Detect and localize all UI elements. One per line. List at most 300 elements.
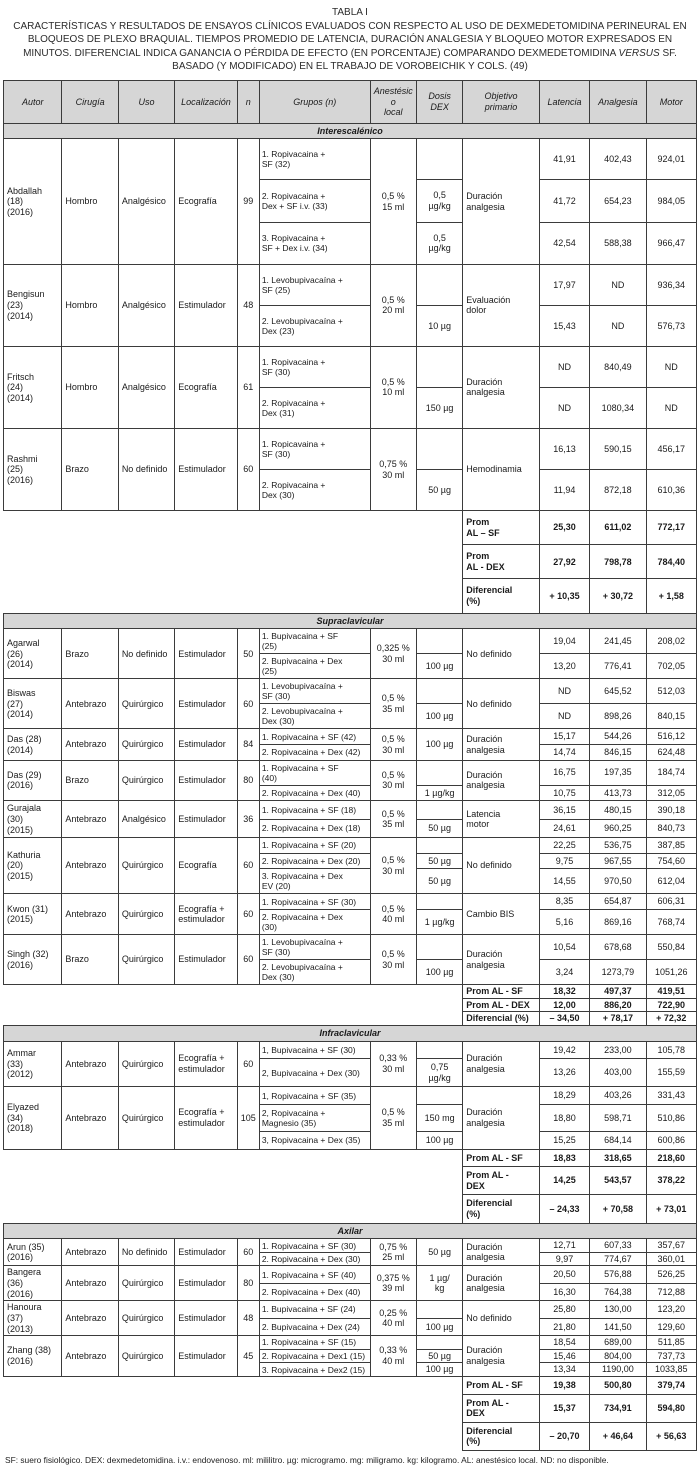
cell-autor: Agarwal (26) (2014) bbox=[4, 629, 62, 679]
summary-analgesia: + 30,72 bbox=[590, 579, 646, 613]
cell-localizacion: Estimulador bbox=[175, 679, 237, 729]
column-header-latencia: Latencia bbox=[539, 80, 589, 123]
cell-objetivo: No definido bbox=[463, 1301, 540, 1336]
cell-objetivo: Hemodinamia bbox=[463, 428, 540, 510]
study-row bbox=[4, 729, 697, 745]
cell-anestesico: 0,5 % 40 ml bbox=[370, 894, 416, 935]
cell-n: 60 bbox=[237, 679, 259, 729]
cell-grupo: 3, Ropivacaina + Dex (35) bbox=[259, 1131, 370, 1149]
cell-localizacion: Estimulador bbox=[175, 1239, 237, 1266]
cell-cirugia: Antebrazo bbox=[62, 1041, 118, 1087]
cell-dosis bbox=[416, 801, 462, 819]
cell-dosis bbox=[416, 935, 462, 960]
cell-analgesia: 654,87 bbox=[590, 894, 646, 910]
cell-anestesico: 0,375 % 39 ml bbox=[370, 1266, 416, 1301]
cell-dosis: 50 µg bbox=[416, 470, 462, 511]
column-header-autor: Autor bbox=[4, 80, 62, 123]
cell-autor: Biswas (27) (2014) bbox=[4, 679, 62, 729]
cell-analgesia: 872,18 bbox=[590, 470, 646, 511]
cell-grupo: 1. Levobupivacaína + SF (30) bbox=[259, 679, 370, 704]
cell-localizacion: Ecografía bbox=[175, 838, 237, 894]
cell-autor: Singh (32) (2016) bbox=[4, 935, 62, 985]
summary-analgesia: 798,78 bbox=[590, 545, 646, 579]
summary-motor: 772,17 bbox=[646, 511, 696, 545]
summary-spacer bbox=[4, 985, 463, 999]
cell-n: 60 bbox=[237, 935, 259, 985]
cell-latencia: 15,46 bbox=[539, 1349, 589, 1363]
summary-label: Prom AL - SF bbox=[463, 1376, 540, 1394]
cell-dosis: 100 µg bbox=[416, 1131, 462, 1149]
cell-uso: Quirúrgico bbox=[118, 838, 174, 894]
cell-grupo: 1. Ropivacaina + SF (42) bbox=[259, 729, 370, 745]
cell-analgesia: 544,26 bbox=[590, 729, 646, 745]
cell-grupo: 2. Bupivacaina + Dex (25) bbox=[259, 654, 370, 679]
cell-grupo: 1. Ropivacaina + SF (20) bbox=[259, 838, 370, 854]
study-row bbox=[4, 838, 697, 854]
cell-analgesia: 869,16 bbox=[590, 909, 646, 934]
cell-motor: 840,73 bbox=[646, 819, 696, 837]
cell-latencia: 18,54 bbox=[539, 1336, 589, 1350]
cell-motor: 754,60 bbox=[646, 853, 696, 869]
cell-latencia: 3,24 bbox=[539, 960, 589, 985]
summary-latencia: – 24,33 bbox=[539, 1195, 589, 1223]
cell-motor: 510,86 bbox=[646, 1104, 696, 1131]
cell-autor: Bangera (36) (2016) bbox=[4, 1266, 62, 1301]
cell-dosis: 0,75 µg/kg bbox=[416, 1059, 462, 1087]
cell-motor: 360,01 bbox=[646, 1252, 696, 1266]
cell-dosis: 100 µg bbox=[416, 729, 462, 760]
cell-dosis bbox=[416, 629, 462, 654]
cell-grupo: 2. Levobupivacaína + Dex (30) bbox=[259, 960, 370, 985]
study-row bbox=[4, 1336, 697, 1350]
cell-motor: 550,84 bbox=[646, 935, 696, 960]
cell-grupo: 1. Levobupivacaína + SF (25) bbox=[259, 264, 370, 305]
cell-grupo: 3. Ropivacaina + Dex EV (20) bbox=[259, 869, 370, 894]
cell-analgesia: 967,55 bbox=[590, 853, 646, 869]
summary-analgesia: 886,20 bbox=[590, 998, 646, 1012]
cell-latencia: 21,80 bbox=[539, 1318, 589, 1335]
cell-latencia: ND bbox=[539, 704, 589, 729]
section-row bbox=[4, 1025, 697, 1041]
cell-motor: 129,60 bbox=[646, 1318, 696, 1335]
cell-analgesia: 403,26 bbox=[590, 1087, 646, 1105]
section-title: Interescalénico bbox=[4, 123, 697, 139]
cell-motor: 984,05 bbox=[646, 180, 696, 222]
summary-analgesia: 734,91 bbox=[590, 1394, 646, 1422]
cell-anestesico: 0,75 % 25 ml bbox=[370, 1239, 416, 1266]
cell-uso: Analgésico bbox=[118, 264, 174, 346]
cell-localizacion: Ecografía bbox=[175, 139, 237, 264]
cell-n: 60 bbox=[237, 428, 259, 510]
cell-dosis bbox=[416, 1336, 462, 1350]
cell-anestesico: 0,325 % 30 ml bbox=[370, 629, 416, 679]
cell-uso: Analgésico bbox=[118, 346, 174, 428]
cell-grupo: 3. Ropivacaina + Dex2 (15) bbox=[259, 1363, 370, 1377]
summary-spacer bbox=[4, 1422, 463, 1450]
cell-n: 80 bbox=[237, 760, 259, 801]
cell-localizacion: Estimulador bbox=[175, 760, 237, 801]
cell-localizacion: Estimulador bbox=[175, 1301, 237, 1336]
summary-spacer bbox=[4, 1167, 463, 1195]
cell-latencia: 14,74 bbox=[539, 745, 589, 761]
summary-spacer bbox=[4, 998, 463, 1012]
cell-autor: Zhang (38) (2016) bbox=[4, 1336, 62, 1377]
cell-grupo: 1, Bupivacaina + SF (30) bbox=[259, 1041, 370, 1059]
cell-n: 48 bbox=[237, 264, 259, 346]
cell-dosis: 50 µg bbox=[416, 819, 462, 837]
cell-motor: 576,73 bbox=[646, 305, 696, 346]
cell-analgesia: 413,73 bbox=[590, 785, 646, 801]
cell-dosis bbox=[416, 760, 462, 785]
cell-localizacion: Estimulador bbox=[175, 1336, 237, 1377]
cell-latencia: 22,25 bbox=[539, 838, 589, 854]
cell-motor: 840,15 bbox=[646, 704, 696, 729]
cell-motor: 357,67 bbox=[646, 1239, 696, 1253]
cell-n: 99 bbox=[237, 139, 259, 264]
cell-motor: 712,88 bbox=[646, 1283, 696, 1300]
study-row bbox=[4, 629, 697, 654]
cell-n: 105 bbox=[237, 1087, 259, 1149]
cell-motor: 966,47 bbox=[646, 222, 696, 264]
cell-grupo: 2. Ropivacaina + Dex (30) bbox=[259, 470, 370, 511]
cell-cirugia: Antebrazo bbox=[62, 1087, 118, 1149]
summary-spacer bbox=[4, 545, 463, 579]
cell-localizacion: Estimulador bbox=[175, 935, 237, 985]
cell-latencia: 12,71 bbox=[539, 1239, 589, 1253]
cell-uso: Quirúrgico bbox=[118, 1087, 174, 1149]
cell-cirugia: Antebrazo bbox=[62, 801, 118, 838]
summary-analgesia: + 78,17 bbox=[590, 1012, 646, 1026]
summary-spacer bbox=[4, 1394, 463, 1422]
column-header-objetivo: Objetivo primario bbox=[463, 80, 540, 123]
cell-localizacion: Ecografía bbox=[175, 346, 237, 428]
column-header-dosis: Dosis DEX bbox=[416, 80, 462, 123]
cell-autor: Arun (35) (2016) bbox=[4, 1239, 62, 1266]
cell-uso: Quirúrgico bbox=[118, 894, 174, 935]
cell-grupo: 2. Ropivacaina + Dex (42) bbox=[259, 745, 370, 761]
cell-motor: 516,12 bbox=[646, 729, 696, 745]
cell-latencia: 20,50 bbox=[539, 1266, 589, 1283]
summary-analgesia: 611,02 bbox=[590, 511, 646, 545]
cell-grupo: 1. Bupivacaina + SF (24) bbox=[259, 1301, 370, 1318]
study-row bbox=[4, 139, 697, 180]
cell-cirugia: Brazo bbox=[62, 760, 118, 801]
summary-motor: 594,80 bbox=[646, 1394, 696, 1422]
cell-autor: Fritsch (24) (2014) bbox=[4, 346, 62, 428]
summary-row bbox=[4, 511, 697, 545]
summary-row bbox=[4, 1394, 697, 1422]
cell-motor: 331,43 bbox=[646, 1087, 696, 1105]
cell-motor: 123,20 bbox=[646, 1301, 696, 1318]
cell-cirugia: Antebrazo bbox=[62, 729, 118, 760]
summary-label: Prom AL - DEX bbox=[463, 1167, 540, 1195]
summary-label: Prom AL - SF bbox=[463, 1149, 540, 1167]
cell-dosis: 0,5 µg/kg bbox=[416, 180, 462, 222]
cell-motor: 526,25 bbox=[646, 1266, 696, 1283]
column-header-n: n bbox=[237, 80, 259, 123]
cell-localizacion: Estimulador bbox=[175, 428, 237, 510]
cell-latencia: 16,13 bbox=[539, 428, 589, 469]
summary-row bbox=[4, 1422, 697, 1450]
cell-latencia: 15,17 bbox=[539, 729, 589, 745]
cell-objetivo: Duración analgesia bbox=[463, 1239, 540, 1266]
cell-grupo: 2, Bupivacaina + Dex (30) bbox=[259, 1059, 370, 1087]
cell-grupo: 2, Ropivacaina + Magnesio (35) bbox=[259, 1104, 370, 1131]
cell-latencia: 18,29 bbox=[539, 1087, 589, 1105]
cell-analgesia: 588,38 bbox=[590, 222, 646, 264]
cell-latencia: 13,34 bbox=[539, 1363, 589, 1377]
cell-analgesia: 804,00 bbox=[590, 1349, 646, 1363]
study-row bbox=[4, 346, 697, 387]
cell-objetivo: Duración analgesia bbox=[463, 346, 540, 428]
study-row bbox=[4, 1266, 697, 1283]
study-row bbox=[4, 1239, 697, 1253]
cell-analgesia: 898,26 bbox=[590, 704, 646, 729]
cell-analgesia: 536,75 bbox=[590, 838, 646, 854]
cell-uso: Quirúrgico bbox=[118, 935, 174, 985]
cell-grupo: 2. Ropivacaina + Dex (40) bbox=[259, 785, 370, 801]
cell-autor: Ammar (33) (2012) bbox=[4, 1041, 62, 1087]
cell-analgesia: 970,50 bbox=[590, 869, 646, 894]
cell-n: 60 bbox=[237, 1239, 259, 1266]
cell-cirugia: Antebrazo bbox=[62, 1239, 118, 1266]
column-header-grupos: Grupos (n) bbox=[259, 80, 370, 123]
cell-analgesia: 960,25 bbox=[590, 819, 646, 837]
summary-spacer bbox=[4, 1149, 463, 1167]
cell-analgesia: 130,00 bbox=[590, 1301, 646, 1318]
cell-latencia: 36,15 bbox=[539, 801, 589, 819]
cell-objetivo: No definido bbox=[463, 838, 540, 894]
summary-row bbox=[4, 1012, 697, 1026]
cell-anestesico: 0,25 % 40 ml bbox=[370, 1301, 416, 1336]
cell-dosis: 100 µg bbox=[416, 654, 462, 679]
cell-latencia: 19,42 bbox=[539, 1041, 589, 1059]
cell-anestesico: 0,5 % 35 ml bbox=[370, 801, 416, 838]
cell-cirugia: Antebrazo bbox=[62, 1266, 118, 1301]
cell-autor: Das (28) (2014) bbox=[4, 729, 62, 760]
cell-latencia: ND bbox=[539, 679, 589, 704]
cell-motor: 208,02 bbox=[646, 629, 696, 654]
cell-dosis: 50 µg bbox=[416, 853, 462, 869]
cell-n: 45 bbox=[237, 1336, 259, 1377]
cell-grupo: 2. Ropivacaina + Dex1 (15) bbox=[259, 1349, 370, 1363]
summary-latencia: 25,30 bbox=[539, 511, 589, 545]
cell-analgesia: ND bbox=[590, 264, 646, 305]
table-number: TABLA I bbox=[332, 7, 368, 18]
cell-analgesia: 576,88 bbox=[590, 1266, 646, 1283]
cell-uso: No definido bbox=[118, 428, 174, 510]
cell-anestesico: 0,5 % 15 ml bbox=[370, 139, 416, 264]
cell-motor: 512,03 bbox=[646, 679, 696, 704]
caption-text-post: SF. BASADO (Y MODIFICADO) EN EL TRABAJO DE VOROBEICHIK Y COLS. (49) bbox=[172, 47, 677, 72]
cell-dosis: 50 µg bbox=[416, 1349, 462, 1363]
column-header-cirugia: Cirugía bbox=[62, 80, 118, 123]
cell-dosis: 150 mg bbox=[416, 1104, 462, 1131]
cell-anestesico: 0,75 % 30 ml bbox=[370, 428, 416, 510]
cell-dosis: 100 µg bbox=[416, 960, 462, 985]
cell-cirugia: Antebrazo bbox=[62, 838, 118, 894]
summary-analgesia: 497,37 bbox=[590, 985, 646, 999]
cell-analgesia: 774,67 bbox=[590, 1252, 646, 1266]
cell-analgesia: 607,33 bbox=[590, 1239, 646, 1253]
cell-motor: 936,34 bbox=[646, 264, 696, 305]
cell-objetivo: Duración analgesia bbox=[463, 1266, 540, 1301]
cell-autor: Kathuria (20) (2015) bbox=[4, 838, 62, 894]
cell-analgesia: 402,43 bbox=[590, 139, 646, 180]
study-row bbox=[4, 679, 697, 704]
cell-uso: Quirúrgico bbox=[118, 1301, 174, 1336]
cell-localizacion: Estimulador bbox=[175, 264, 237, 346]
cell-n: 60 bbox=[237, 838, 259, 894]
cell-motor: 610,36 bbox=[646, 470, 696, 511]
cell-cirugia: Antebrazo bbox=[62, 894, 118, 935]
cell-latencia: 15,43 bbox=[539, 305, 589, 346]
cell-cirugia: Antebrazo bbox=[62, 1336, 118, 1377]
summary-row bbox=[4, 579, 697, 613]
cell-grupo: 1. Ropivacaina + SF (30) bbox=[259, 894, 370, 910]
cell-objetivo: Duración analgesia bbox=[463, 729, 540, 760]
summary-label: Diferencial (%) bbox=[463, 1422, 540, 1450]
cell-latencia: 19,04 bbox=[539, 629, 589, 654]
summary-latencia: – 20,70 bbox=[539, 1422, 589, 1450]
cell-anestesico: 0,33 % 30 ml bbox=[370, 1041, 416, 1087]
study-row bbox=[4, 935, 697, 960]
cell-cirugia: Brazo bbox=[62, 629, 118, 679]
cell-motor: 390,18 bbox=[646, 801, 696, 819]
study-row bbox=[4, 1041, 697, 1059]
summary-motor: 379,74 bbox=[646, 1376, 696, 1394]
cell-dosis: 0,5 µg/kg bbox=[416, 222, 462, 264]
cell-grupo: 3. Ropivacaina + SF + Dex i.v. (34) bbox=[259, 222, 370, 264]
cell-grupo: 1, Ropivacaina + SF (35) bbox=[259, 1087, 370, 1105]
cell-grupo: 1. Ropivacaina + SF (40) bbox=[259, 760, 370, 785]
cell-latencia: ND bbox=[539, 346, 589, 387]
cell-analgesia: ND bbox=[590, 305, 646, 346]
summary-label: Prom AL - DEX bbox=[463, 1394, 540, 1422]
summary-spacer bbox=[4, 579, 463, 613]
cell-autor: Elyazed (34) (2018) bbox=[4, 1087, 62, 1149]
summary-latencia: – 34,50 bbox=[539, 1012, 589, 1026]
summary-motor: 722,90 bbox=[646, 998, 696, 1012]
cell-dosis: 100 µg bbox=[416, 1363, 462, 1377]
summary-row bbox=[4, 998, 697, 1012]
cell-localizacion: Estimulador bbox=[175, 1266, 237, 1301]
cell-grupo: 1. Ropivacaina + SF (15) bbox=[259, 1336, 370, 1350]
cell-analgesia: 689,00 bbox=[590, 1336, 646, 1350]
cell-n: 84 bbox=[237, 729, 259, 760]
header-row bbox=[4, 80, 697, 123]
cell-dosis bbox=[416, 679, 462, 704]
cell-uso: Quirúrgico bbox=[118, 1041, 174, 1087]
cell-grupo: 1. Ropicavaina + SF (30) bbox=[259, 428, 370, 469]
summary-latencia: 19,38 bbox=[539, 1376, 589, 1394]
summary-analgesia: + 46,64 bbox=[590, 1422, 646, 1450]
cell-grupo: 2. Levobupivacaína + Dex (30) bbox=[259, 704, 370, 729]
study-row bbox=[4, 1087, 697, 1105]
cell-motor: 924,01 bbox=[646, 139, 696, 180]
study-row bbox=[4, 894, 697, 910]
summary-row bbox=[4, 985, 697, 999]
cell-analgesia: 764,38 bbox=[590, 1283, 646, 1300]
cell-cirugia: Brazo bbox=[62, 935, 118, 985]
section-row bbox=[4, 123, 697, 139]
section-row bbox=[4, 613, 697, 629]
cell-grupo: 2. Ropivacaina + Dex (20) bbox=[259, 853, 370, 869]
cell-objetivo: Duración analgesia bbox=[463, 1041, 540, 1087]
cell-motor: ND bbox=[646, 346, 696, 387]
cell-uso: No definido bbox=[118, 1239, 174, 1266]
cell-uso: Quirúrgico bbox=[118, 729, 174, 760]
cell-n: 50 bbox=[237, 629, 259, 679]
cell-analgesia: 197,35 bbox=[590, 760, 646, 785]
cell-motor: 624,48 bbox=[646, 745, 696, 761]
cell-objetivo: No definido bbox=[463, 679, 540, 729]
study-row bbox=[4, 428, 697, 469]
summary-label: Prom AL – SF bbox=[463, 511, 540, 545]
cell-latencia: 41,72 bbox=[539, 180, 589, 222]
cell-motor: 155,59 bbox=[646, 1059, 696, 1087]
cell-cirugia: Antebrazo bbox=[62, 1301, 118, 1336]
column-header-analgesia: Analgesia bbox=[590, 80, 646, 123]
cell-dosis bbox=[416, 1087, 462, 1105]
cell-cirugia: Antebrazo bbox=[62, 679, 118, 729]
cell-objetivo: Evaluación dolor bbox=[463, 264, 540, 346]
summary-motor: + 1,58 bbox=[646, 579, 696, 613]
cell-latencia: 14,55 bbox=[539, 869, 589, 894]
cell-dosis: 1 µg/kg bbox=[416, 909, 462, 934]
summary-row bbox=[4, 1376, 697, 1394]
cell-uso: Quirúrgico bbox=[118, 1336, 174, 1377]
summary-label: Diferencial (%) bbox=[463, 1012, 540, 1026]
study-row bbox=[4, 1301, 697, 1318]
cell-analgesia: 645,52 bbox=[590, 679, 646, 704]
section-title: Axilar bbox=[4, 1223, 697, 1239]
cell-latencia: 25,80 bbox=[539, 1301, 589, 1318]
cell-motor: 511,85 bbox=[646, 1336, 696, 1350]
cell-objetivo: Latencia motor bbox=[463, 801, 540, 838]
cell-latencia: 9,75 bbox=[539, 853, 589, 869]
cell-motor: 768,74 bbox=[646, 909, 696, 934]
summary-spacer bbox=[4, 1012, 463, 1026]
cell-motor: 1051,26 bbox=[646, 960, 696, 985]
cell-uso: Quirúrgico bbox=[118, 1266, 174, 1301]
cell-analgesia: 1190,00 bbox=[590, 1363, 646, 1377]
cell-dosis: 50 µg bbox=[416, 1239, 462, 1266]
cell-localizacion: Estimulador bbox=[175, 729, 237, 760]
cell-n: 60 bbox=[237, 894, 259, 935]
cell-localizacion: Estimulador bbox=[175, 801, 237, 838]
cell-dosis: 1 µg/kg bbox=[416, 785, 462, 801]
column-header-uso: Uso bbox=[118, 80, 174, 123]
cell-dosis bbox=[416, 139, 462, 180]
cell-latencia: 24,61 bbox=[539, 819, 589, 837]
cell-objetivo: Duración analgesia bbox=[463, 1336, 540, 1377]
cell-objetivo: Duración analgesia bbox=[463, 139, 540, 264]
cell-grupo: 1. Ropivacaina + SF (30) bbox=[259, 1239, 370, 1253]
cell-latencia: 16,75 bbox=[539, 760, 589, 785]
clinical-trials-table bbox=[3, 80, 697, 1451]
cell-dosis: 50 µg bbox=[416, 869, 462, 894]
cell-dosis: 100 µg bbox=[416, 1318, 462, 1335]
cell-n: 60 bbox=[237, 1041, 259, 1087]
cell-latencia: 11,94 bbox=[539, 470, 589, 511]
cell-uso: Quirúrgico bbox=[118, 760, 174, 801]
cell-uso: Analgésico bbox=[118, 139, 174, 264]
cell-grupo: 2. Bupivacaina + Dex (24) bbox=[259, 1318, 370, 1335]
column-header-motor: Motor bbox=[646, 80, 696, 123]
cell-dosis bbox=[416, 838, 462, 854]
cell-dosis bbox=[416, 1301, 462, 1318]
